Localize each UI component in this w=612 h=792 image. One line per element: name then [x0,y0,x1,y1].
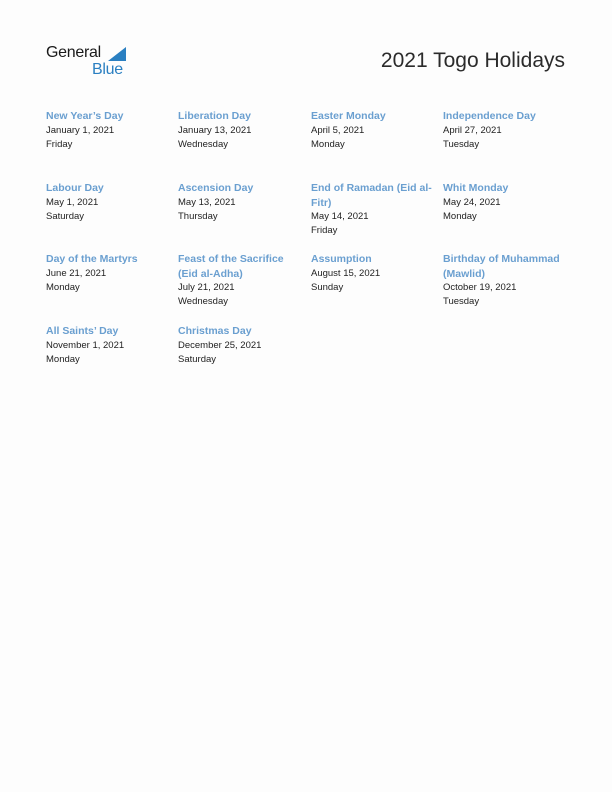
holiday-date: November 1, 2021 [46,339,125,351]
holiday-item [443,109,569,152]
holiday-date: January 1, 2021 [46,124,115,136]
holiday-item [178,324,304,367]
brand-general-text: General [46,44,101,61]
holiday-name: End of Ramadan (Eid al-Fitr) [311,182,432,209]
holiday-weekday: Wednesday [178,296,228,307]
brand-flag-icon [108,47,126,61]
holiday-date: May 1, 2021 [46,196,99,208]
holiday-item [46,252,172,295]
holiday-weekday: Friday [46,138,73,150]
holiday-name: Feast of the Sacrifice (Eid al-Adha) [178,253,284,280]
holiday-name: Assumption [311,253,372,265]
holiday-name: Whit Monday [443,182,509,194]
holiday-date: June 21, 2021 [46,267,107,279]
holiday-item [311,252,437,295]
holiday-item [311,181,437,238]
holiday-name: Christmas Day [178,325,252,337]
holiday-item [46,324,172,367]
holiday-date: April 27, 2021 [443,124,502,136]
holiday-name: Day of the Martyrs [46,253,138,265]
holiday-weekday: Tuesday [443,138,480,150]
holiday-weekday: Monday [46,281,80,293]
holiday-item [178,109,304,152]
holiday-name: Labour Day [46,182,104,194]
holiday-weekday: Wednesday [178,138,228,150]
holiday-weekday: Sunday [311,281,344,293]
holiday-date: December 25, 2021 [178,339,262,351]
holiday-date: May 13, 2021 [178,196,236,208]
holiday-name: Independence Day [443,110,536,122]
holiday-date: May 24, 2021 [443,196,501,208]
brand-logo [46,44,136,80]
page-title: 2021 Togo Holidays [380,49,565,72]
holiday-date: January 13, 2021 [178,124,252,136]
holiday-item [311,109,437,152]
holiday-item [178,181,304,224]
holiday-item [443,181,569,224]
holiday-weekday: Saturday [178,353,217,365]
holiday-date: July 21, 2021 [178,282,235,293]
holiday-date: April 5, 2021 [311,124,365,136]
holiday-weekday: Monday [311,138,345,150]
holiday-item [46,109,172,152]
holiday-item [46,181,172,224]
holiday-weekday: Monday [443,210,477,222]
holiday-weekday: Saturday [46,210,85,222]
holiday-date: August 15, 2021 [311,267,381,279]
holiday-item [443,252,569,309]
holiday-weekday: Tuesday [443,296,480,307]
holiday-weekday: Thursday [178,210,218,222]
holiday-weekday: Friday [311,225,338,236]
holiday-name: Birthday of Muhammad (Mawlid) [443,253,560,280]
holiday-date: May 14, 2021 [311,211,369,222]
holiday-date: October 19, 2021 [443,282,517,293]
holiday-weekday: Monday [46,353,80,365]
brand-blue-text: Blue [92,61,123,78]
holiday-item [178,252,304,309]
holiday-name: Easter Monday [311,110,386,122]
holiday-name: All Saints’ Day [46,325,119,337]
holiday-name: New Year’s Day [46,110,124,122]
holiday-name: Liberation Day [178,110,251,122]
holiday-name: Ascension Day [178,182,254,194]
